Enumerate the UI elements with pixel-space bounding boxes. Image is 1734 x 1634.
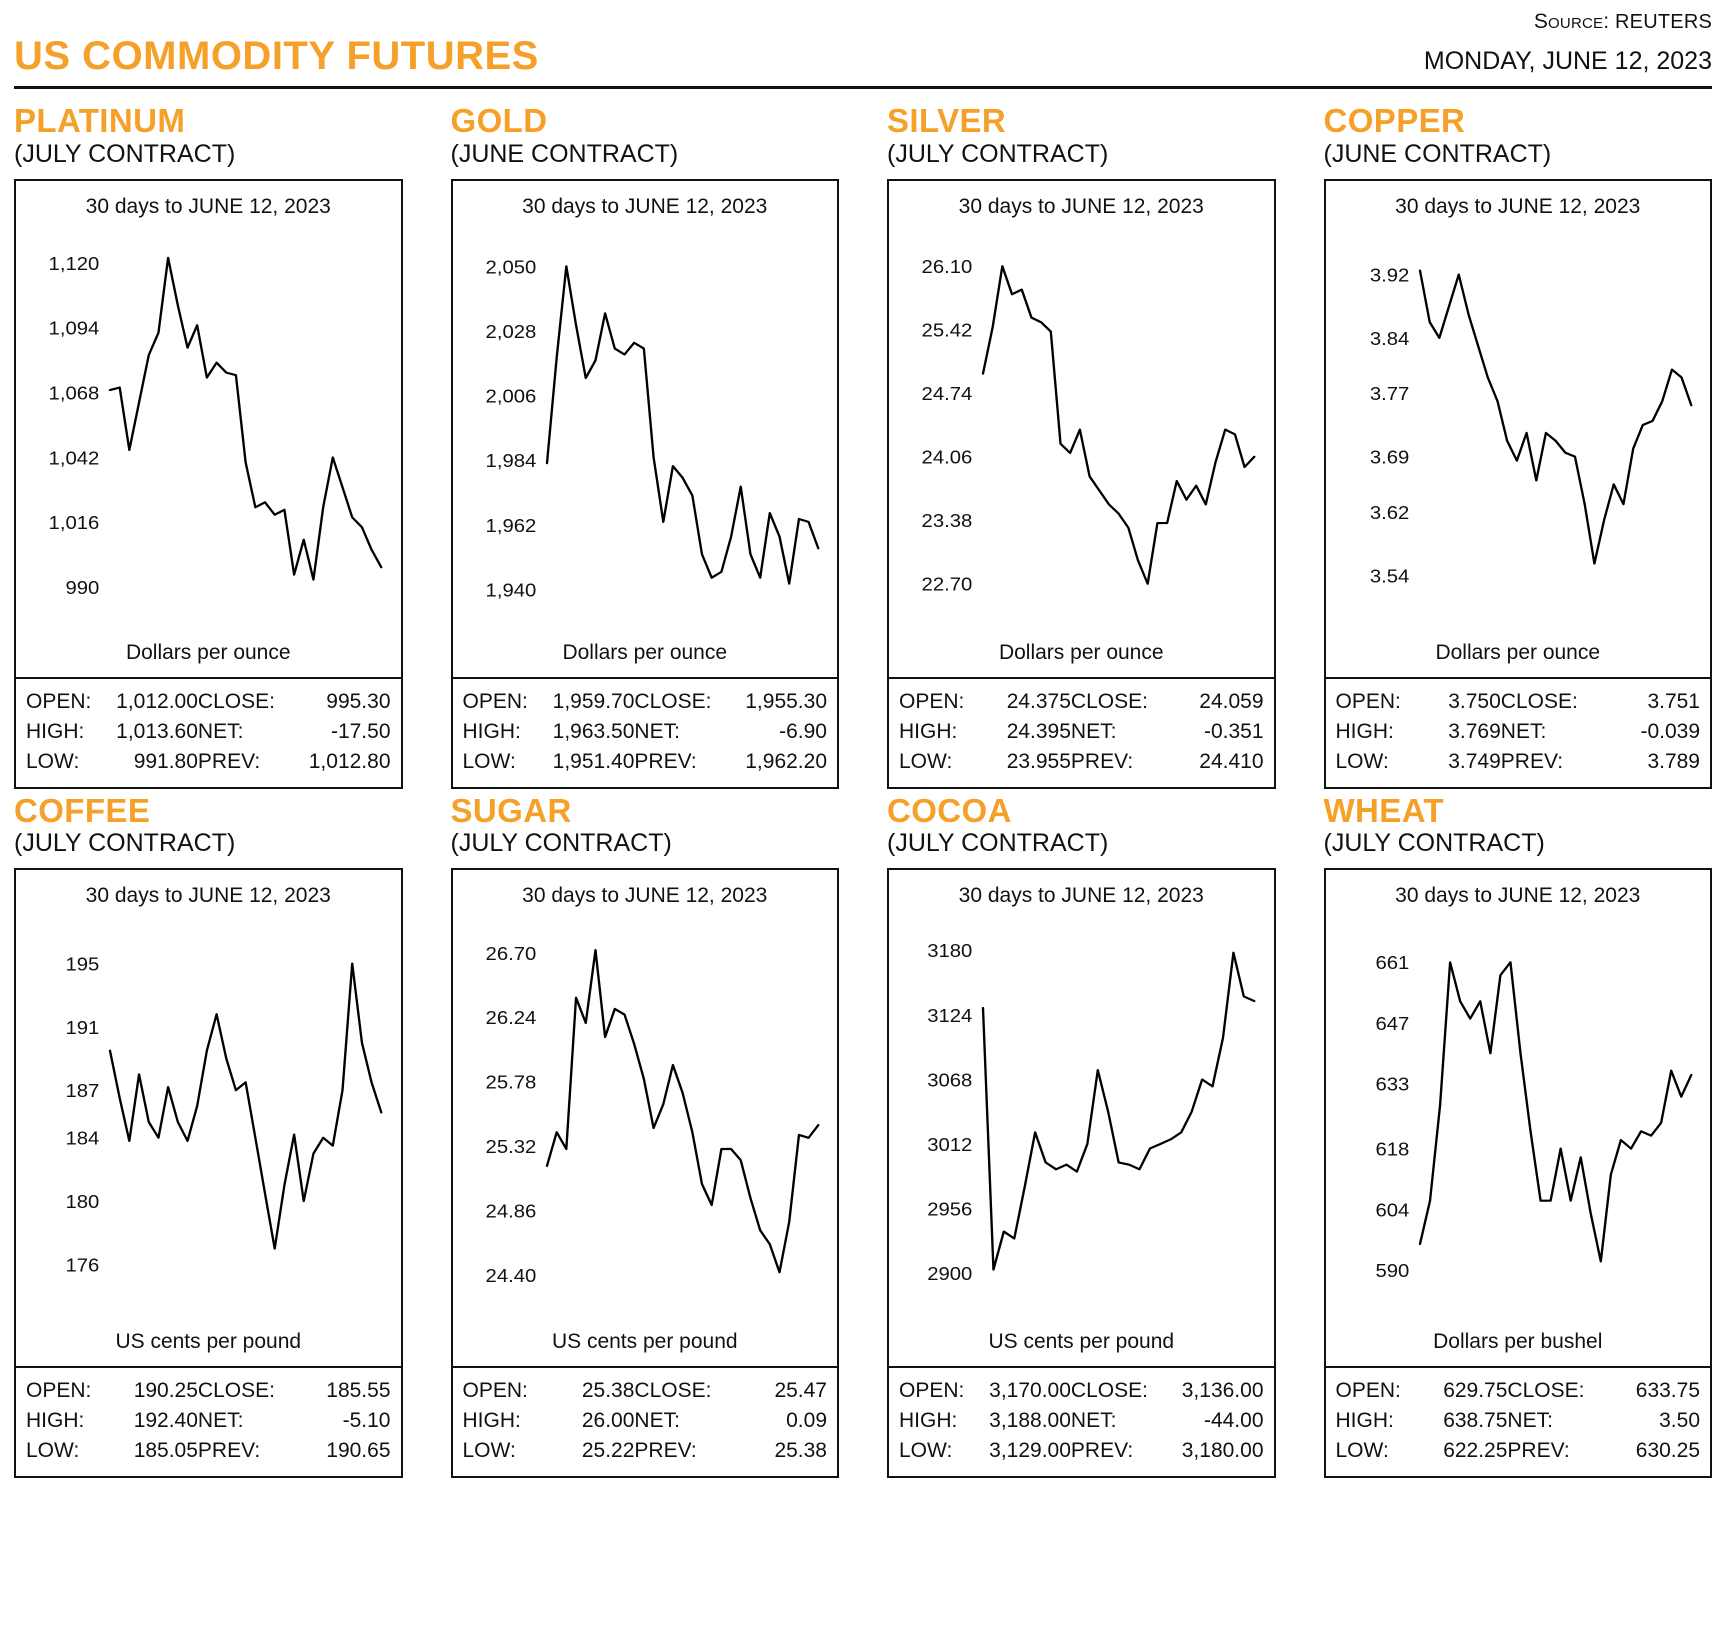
low-value: 23.955 <box>1006 749 1071 773</box>
net-value: -0.039 <box>1640 719 1700 743</box>
close-label: CLOSE: <box>1070 689 1148 713</box>
commodity-card <box>887 103 1276 789</box>
chart-panel <box>1324 868 1713 1368</box>
chart-panel <box>14 868 403 1368</box>
y-tick-label: 2,050 <box>485 256 536 278</box>
table-row <box>1336 1376 1701 1406</box>
stats-panel <box>887 679 1276 789</box>
commodity-card <box>451 793 840 1479</box>
y-tick-label: 1,120 <box>48 253 100 275</box>
high-label: HIGH: <box>1335 719 1394 743</box>
y-tick-label: 3124 <box>927 1005 973 1027</box>
prev-value: 24.410 <box>1199 749 1264 773</box>
chart-title: 30 days to JUNE 12, 2023 <box>85 194 331 218</box>
source-line <box>14 10 1712 34</box>
table-row <box>899 1436 1264 1466</box>
open-value: 3,170.00 <box>989 1379 1071 1403</box>
table-row <box>1336 687 1701 717</box>
table-row <box>463 1376 828 1406</box>
source-value: REUTERS <box>1615 11 1712 33</box>
net-label: NET: <box>1507 1409 1553 1433</box>
y-axis-ticks <box>485 257 536 601</box>
stats-table <box>463 687 828 777</box>
table-row <box>463 747 828 777</box>
chart-title: 30 days to JUNE 12, 2023 <box>1395 884 1641 908</box>
commodity-name: COFFEE <box>14 791 151 829</box>
commodity-name: COCOA <box>887 791 1012 829</box>
table-row <box>1336 747 1701 777</box>
y-tick-label: 3.77 <box>1369 383 1409 405</box>
close-label: CLOSE: <box>1070 1379 1148 1403</box>
stats-panel <box>1324 679 1713 789</box>
y-axis-ticks <box>922 256 973 595</box>
y-tick-label: 1,984 <box>485 450 536 472</box>
y-tick-label: 180 <box>65 1191 100 1214</box>
contract-month: (JULY CONTRACT) <box>1323 829 1545 858</box>
table-row <box>463 1436 828 1466</box>
y-tick-label: 23.38 <box>921 510 973 532</box>
stats-table <box>26 1376 391 1466</box>
low-value: 622.25 <box>1443 1439 1508 1463</box>
prev-label: PREV: <box>197 749 261 773</box>
stats-table <box>463 1376 828 1466</box>
prev-value: 630.25 <box>1635 1439 1700 1463</box>
price-line <box>546 950 817 1272</box>
close-value: 633.75 <box>1635 1379 1700 1403</box>
plot-area <box>16 922 401 1304</box>
commodity-card <box>1324 793 1713 1479</box>
table-row <box>899 1406 1264 1436</box>
stats-table <box>26 687 391 777</box>
net-label: NET: <box>1500 719 1547 743</box>
y-tick-label: 3.92 <box>1369 264 1409 286</box>
close-value: 3.751 <box>1647 689 1700 713</box>
plot-area <box>889 922 1274 1304</box>
prev-label: PREV: <box>1500 749 1564 773</box>
y-tick-label: 604 <box>1374 1200 1409 1222</box>
contract-month: (JUNE CONTRACT) <box>450 139 679 168</box>
y-tick-label: 1,068 <box>48 382 100 404</box>
net-label: NET: <box>197 1409 244 1433</box>
chart-panel <box>887 868 1276 1368</box>
prev-label: PREV: <box>1507 1439 1570 1463</box>
open-label: OPEN: <box>26 689 92 713</box>
commodity-name: COPPER <box>1323 102 1466 139</box>
prev-value: 1,962.20 <box>745 749 827 773</box>
y-tick-label: 184 <box>65 1128 100 1150</box>
low-value: 991.80 <box>133 749 198 773</box>
y-tick-label: 2956 <box>927 1199 973 1221</box>
plot-area <box>16 233 401 615</box>
y-tick-label: 2,028 <box>485 321 536 343</box>
contract-month: (JUNE CONTRACT) <box>1323 139 1552 168</box>
table-row <box>26 747 391 777</box>
page-date: MONDAY, JUNE 12, 2023 <box>1423 47 1712 75</box>
low-label: LOW: <box>462 749 516 773</box>
table-row <box>463 717 828 747</box>
low-label: LOW: <box>462 1439 516 1463</box>
high-label: HIGH: <box>26 1409 85 1433</box>
stats-panel <box>1324 1368 1713 1478</box>
y-tick-label: 25.42 <box>921 319 973 342</box>
chart-title: 30 days to JUNE 12, 2023 <box>1395 194 1641 218</box>
table-row <box>26 687 391 717</box>
y-axis-ticks <box>485 944 536 1287</box>
y-tick-label: 633 <box>1374 1074 1409 1096</box>
stats-panel <box>887 1368 1276 1478</box>
chart-title: 30 days to JUNE 12, 2023 <box>958 884 1204 908</box>
low-value: 3.749 <box>1448 749 1501 773</box>
table-row <box>26 1406 391 1436</box>
y-tick-label: 990 <box>65 577 100 599</box>
close-label: CLOSE: <box>634 1379 712 1403</box>
low-label: LOW: <box>26 749 80 773</box>
stats-table <box>1336 687 1701 777</box>
commodity-card <box>14 103 403 789</box>
commodity-name: GOLD <box>450 102 548 139</box>
open-value: 629.75 <box>1443 1379 1508 1403</box>
table-row <box>899 747 1264 777</box>
plot-area <box>453 922 838 1304</box>
table-row <box>26 717 391 747</box>
price-line <box>1419 270 1690 563</box>
close-value: 1,955.30 <box>745 689 827 713</box>
stats-table <box>899 687 1264 777</box>
low-value: 185.05 <box>133 1439 198 1463</box>
high-value: 24.395 <box>1006 719 1071 743</box>
y-tick-label: 1,940 <box>485 579 536 601</box>
price-line <box>110 964 381 1249</box>
chart-title: 30 days to JUNE 12, 2023 <box>522 194 768 218</box>
y-tick-label: 1,962 <box>485 515 536 537</box>
prev-label: PREV: <box>1070 1439 1134 1463</box>
price-line <box>546 266 817 583</box>
prev-value: 25.38 <box>774 1439 827 1463</box>
unit-label: US cents per pound <box>115 1330 302 1354</box>
close-label: CLOSE: <box>197 689 275 713</box>
stats-panel <box>14 1368 403 1478</box>
high-value: 638.75 <box>1443 1409 1508 1433</box>
commodity-name: WHEAT <box>1323 791 1445 829</box>
commodity-name: PLATINUM <box>14 102 186 139</box>
prev-label: PREV: <box>634 1439 697 1463</box>
prev-value: 190.65 <box>326 1439 391 1463</box>
y-tick-label: 191 <box>65 1017 100 1039</box>
high-value: 3.769 <box>1448 719 1501 743</box>
y-axis-ticks <box>1375 953 1409 1282</box>
high-value: 1,963.50 <box>552 719 635 743</box>
page-title: US COMMODITY FUTURES <box>14 34 539 78</box>
high-label: HIGH: <box>26 719 85 743</box>
unit-label: US cents per pound <box>551 1330 738 1354</box>
open-value: 25.38 <box>581 1379 635 1403</box>
commodity-card <box>1324 103 1713 789</box>
y-tick-label: 1,094 <box>48 317 100 340</box>
y-axis-ticks <box>65 954 99 1276</box>
open-label: OPEN: <box>1335 689 1401 713</box>
price-line <box>983 953 1254 1270</box>
high-value: 26.00 <box>581 1409 635 1433</box>
y-tick-label: 24.74 <box>921 383 973 405</box>
y-tick-label: 1,016 <box>48 512 100 534</box>
y-tick-label: 618 <box>1374 1139 1409 1161</box>
commodity-card <box>451 103 840 789</box>
y-tick-label: 25.32 <box>485 1137 536 1159</box>
chart-title: 30 days to JUNE 12, 2023 <box>958 194 1204 218</box>
y-tick-label: 3180 <box>927 941 973 963</box>
chart-title: 30 days to JUNE 12, 2023 <box>522 884 768 908</box>
open-label: OPEN: <box>899 689 965 713</box>
chart-panel <box>887 179 1276 679</box>
y-tick-label: 24.06 <box>921 446 973 469</box>
net-label: NET: <box>1070 1409 1117 1433</box>
high-value: 192.40 <box>133 1409 198 1433</box>
low-value: 1,951.40 <box>552 749 635 773</box>
open-value: 1,959.70 <box>552 689 635 713</box>
low-label: LOW: <box>899 1439 953 1463</box>
contract-month: (JULY CONTRACT) <box>887 829 1109 858</box>
y-tick-label: 24.40 <box>485 1265 536 1288</box>
net-label: NET: <box>197 719 244 743</box>
y-tick-label: 1,042 <box>48 447 100 469</box>
prev-label: PREV: <box>1070 749 1134 773</box>
plot-area <box>1326 922 1711 1304</box>
source-credit <box>1534 10 1712 34</box>
y-tick-label: 3.62 <box>1369 502 1409 524</box>
commodity-name: SILVER <box>887 102 1007 139</box>
prev-value: 1,012.80 <box>308 749 391 773</box>
open-label: OPEN: <box>26 1379 92 1403</box>
table-row <box>899 1376 1264 1406</box>
y-tick-label: 195 <box>65 954 100 976</box>
close-value: 995.30 <box>326 689 391 713</box>
low-value: 25.22 <box>581 1439 635 1463</box>
high-label: HIGH: <box>899 1409 958 1433</box>
net-value: -5.10 <box>342 1409 391 1433</box>
chart-grid <box>14 103 1712 1478</box>
prev-value: 3.789 <box>1647 749 1700 773</box>
close-value: 185.55 <box>326 1379 391 1403</box>
stats-panel <box>14 679 403 789</box>
contract-month: (JULY CONTRACT) <box>14 139 236 168</box>
y-axis-ticks <box>49 253 100 598</box>
stats-panel <box>451 1368 840 1478</box>
unit-label: Dollars per ounce <box>562 640 728 664</box>
plot-area <box>889 233 1274 615</box>
net-value: -17.50 <box>330 719 391 743</box>
commodity-card <box>887 793 1276 1479</box>
contract-month: (JULY CONTRACT) <box>450 829 672 858</box>
net-value: 0.09 <box>786 1409 827 1433</box>
y-tick-label: 26.70 <box>485 943 536 965</box>
close-value: 24.059 <box>1199 689 1264 713</box>
net-value: -0.351 <box>1203 719 1264 743</box>
y-axis-ticks <box>1369 265 1409 587</box>
unit-label: Dollars per ounce <box>1435 640 1601 664</box>
unit-label: Dollars per ounce <box>998 640 1164 664</box>
chart-panel <box>1324 179 1713 679</box>
net-value: -44.00 <box>1203 1409 1264 1433</box>
net-value: -6.90 <box>779 719 827 743</box>
chart-panel <box>451 179 840 679</box>
close-value: 3,136.00 <box>1181 1379 1264 1403</box>
y-tick-label: 176 <box>65 1255 100 1277</box>
source-label: Source: <box>1533 10 1610 33</box>
page-header <box>14 36 1712 89</box>
stats-table <box>899 1376 1264 1466</box>
commodity-name: SUGAR <box>450 791 572 829</box>
unit-label: US cents per pound <box>988 1330 1175 1354</box>
y-tick-label: 2,006 <box>485 385 536 407</box>
price-line <box>1419 963 1690 1262</box>
open-label: OPEN: <box>462 689 528 713</box>
y-axis-ticks <box>927 941 972 1285</box>
table-row <box>463 687 828 717</box>
open-value: 1,012.00 <box>116 689 198 713</box>
low-label: LOW: <box>1335 1439 1389 1463</box>
close-label: CLOSE: <box>1500 689 1578 713</box>
y-tick-label: 661 <box>1374 953 1409 975</box>
stats-panel <box>451 679 840 789</box>
y-tick-label: 3068 <box>927 1070 973 1092</box>
net-value: 3.50 <box>1659 1409 1700 1433</box>
prev-label: PREV: <box>634 749 697 773</box>
y-tick-label: 3.54 <box>1369 565 1409 587</box>
table-row <box>463 1406 828 1436</box>
y-tick-label: 3.69 <box>1369 446 1409 469</box>
high-label: HIGH: <box>899 719 958 743</box>
chart-panel <box>451 868 840 1368</box>
close-label: CLOSE: <box>634 689 712 713</box>
contract-month: (JULY CONTRACT) <box>887 139 1109 168</box>
plot-area <box>1326 233 1711 615</box>
open-value: 3.750 <box>1448 689 1501 713</box>
high-label: HIGH: <box>462 719 521 743</box>
high-label: HIGH: <box>462 1409 521 1433</box>
y-tick-label: 2900 <box>927 1263 973 1286</box>
y-tick-label: 22.70 <box>921 573 973 596</box>
y-tick-label: 3012 <box>927 1134 973 1156</box>
table-row <box>899 717 1264 747</box>
close-label: CLOSE: <box>197 1379 275 1403</box>
chart-title: 30 days to JUNE 12, 2023 <box>85 884 331 908</box>
y-tick-label: 26.10 <box>921 256 973 278</box>
chart-panel <box>14 179 403 679</box>
stats-table <box>1336 1376 1701 1466</box>
table-row <box>1336 1406 1701 1436</box>
unit-label: Dollars per bushel <box>1433 1330 1603 1354</box>
y-tick-label: 647 <box>1374 1013 1409 1035</box>
commodity-card <box>14 793 403 1479</box>
close-label: CLOSE: <box>1507 1379 1585 1403</box>
open-label: OPEN: <box>462 1379 528 1403</box>
low-value: 3,129.00 <box>989 1439 1071 1463</box>
net-label: NET: <box>634 1409 680 1433</box>
high-label: HIGH: <box>1335 1409 1394 1433</box>
unit-label: Dollars per ounce <box>125 640 291 664</box>
price-line <box>110 257 381 579</box>
close-value: 25.47 <box>774 1379 827 1403</box>
y-tick-label: 25.78 <box>485 1072 536 1094</box>
table-row <box>1336 1436 1701 1466</box>
y-tick-label: 187 <box>65 1081 100 1103</box>
table-row <box>899 687 1264 717</box>
plot-area <box>453 233 838 615</box>
prev-label: PREV: <box>197 1439 261 1463</box>
high-value: 1,013.60 <box>116 719 198 743</box>
open-value: 24.375 <box>1006 689 1071 713</box>
contract-month: (JULY CONTRACT) <box>14 829 236 858</box>
price-line <box>983 266 1254 583</box>
high-value: 3,188.00 <box>989 1409 1071 1433</box>
table-row <box>26 1436 391 1466</box>
open-label: OPEN: <box>1335 1379 1401 1403</box>
low-label: LOW: <box>1335 749 1389 773</box>
y-tick-label: 26.24 <box>485 1008 536 1030</box>
net-label: NET: <box>1070 719 1117 743</box>
y-tick-label: 590 <box>1374 1260 1409 1283</box>
low-label: LOW: <box>899 749 953 773</box>
table-row <box>1336 717 1701 747</box>
open-value: 190.25 <box>133 1379 198 1403</box>
y-tick-label: 3.84 <box>1369 328 1409 350</box>
table-row <box>26 1376 391 1406</box>
low-label: LOW: <box>26 1439 80 1463</box>
prev-value: 3,180.00 <box>1181 1439 1264 1463</box>
open-label: OPEN: <box>899 1379 965 1403</box>
net-label: NET: <box>634 719 680 743</box>
y-tick-label: 24.86 <box>485 1201 536 1223</box>
